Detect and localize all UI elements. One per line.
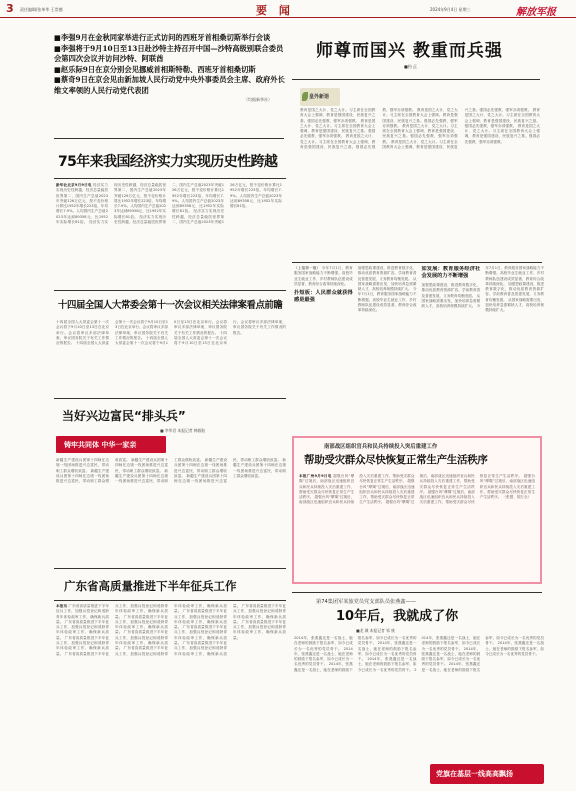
article-text: 超强台风“摩羯”过境后，南部战区迅速组织官兵和民兵持续投入灾后重建工作，帮助受灾群众尽快恢复正常生产生活秩序。 xyxy=(385,474,475,505)
editorial-title: 师尊而国兴 教重而兵强 xyxy=(316,41,503,61)
party-flag-banner xyxy=(430,764,544,784)
page-editors: 责任编辑/张革华 王崇德 xyxy=(20,7,63,12)
article-text: 经济实力实现历史性跨越，经济总量稳居世界第二，国内生产总值2023年突破126万亿元，按不变价格计算比1952年增长223倍，年均增长7.9%。人均国内生产总值2023年达到89358元，比1952年实际增长81倍。 xyxy=(89,183,166,225)
article-text: 从国家战略需要出发，加快培养急需紧缺人才，高校培养规模持续扩大。 xyxy=(421,293,481,309)
cadets-kicker: 第74集团军某旅党员党支部队员张燕鑫—— xyxy=(316,599,416,605)
frontier-body xyxy=(56,458,286,558)
brief-source: （均据新华社） xyxy=(244,97,272,102)
article-text: 新疆生产建设兵团第十四师在边境一线团场推进兴边富民，带动职工群众增收致富。 xyxy=(174,458,282,484)
article-text: 超强台风“摩羯”过境后，南部战区迅速组织官兵和民兵持续投入灾后重建工作，帮助受灾群众尽快恢复正常生产生活秩序。 xyxy=(359,479,415,505)
subhead-education: 如发展：教育服务经济社会发展的力不断增强 xyxy=(421,266,481,279)
divider xyxy=(54,290,286,291)
cadets-byline: ■龙 城 本报记者 邹 康 xyxy=(356,628,395,633)
editorial-text: 教育是国之大计、党之大计。习主席在全国教育大会上强调，教育是强国建设、民族复兴之基。强国必先强教，强军亦须强教。 xyxy=(464,123,540,144)
article-lead: 新华社北京9月9日电 xyxy=(56,183,92,187)
page-header xyxy=(0,0,576,18)
section-title: 要 闻 xyxy=(256,4,294,17)
editorial-body xyxy=(300,108,540,258)
article-text: 广东省高质量推进下半年征兵工作，加强兵役登记和适龄青年体检政审工作，确保新兵质量。 xyxy=(174,609,227,630)
southern-theater-body xyxy=(299,474,535,578)
editorial-banner xyxy=(292,28,540,80)
article-text: 广东省高质量推进下半年征兵工作，加强兵役登记和适龄青年体检政审工作，确保新兵质量。 xyxy=(56,635,109,656)
article-lead: 本报广州9月9日电 xyxy=(299,474,332,478)
article-text: 加强思政课建设，推进教育数字化，推动优质教育资源扩容，学前教育普及普惠发展，义务教育均衡发展。 xyxy=(485,281,544,302)
brief-item: ■李强9月在金秋同家举进行正式访问的西班牙首相桑切斯举行会谈 xyxy=(54,33,271,42)
continued-article xyxy=(294,266,544,426)
headline-75-years: 75年来我国经济实力实现历史性跨越 xyxy=(58,154,278,170)
divider xyxy=(54,600,286,601)
editorial-text: 教育是国之大计、党之大计。习主席在全国教育大会上强调，教育是强国建设、民族复兴之基。强国必先强教，强军亦须强教。 xyxy=(300,118,376,139)
article-text: 加强思政课建设，推进教育数字化，推动优质教育资源扩容，学前教育普及普惠发展，义务教育均衡发展。 xyxy=(357,266,417,281)
editorial-byline: ■钧 正 xyxy=(404,64,418,69)
southern-theater-kicker: 南部战区组织官兵和民兵持续投入突后重建工作 xyxy=(324,444,438,450)
article-text: 2014年，张燕鑫还是一名战士，她在老师的鼓励下报名参军，如今已成长为一名优秀的党员骨干。 xyxy=(357,657,417,672)
article-text: 加强思政课建设，推进教育数字化，推动优质教育资源扩容，学前教育普及普惠发展，义务教育均衡发展。 xyxy=(421,283,481,298)
southern-theater-title: 帮助受灾群众尽快恢复正常生产生活秩序 xyxy=(304,454,488,466)
page-date: 2024年9月4日 星期三 xyxy=(430,7,471,12)
article-text: 广东省高质量推进下半年征兵工作，加强兵役登记和适龄青年体检政审工作，确保新兵质量。 xyxy=(64,604,168,656)
article-text: 新疆生产建设兵团第十四师在边境一线团场推进兴边富民，带动职工群众增收致富。 xyxy=(115,458,168,473)
article-text: 今年7月1日，教育服务国家战略能力不断增强。高校毕业生就业工作、乡村教师队伍建设成效显著，教育综合改革持续深化。 xyxy=(357,287,417,313)
page-number: 3 xyxy=(6,2,14,15)
article-lead: 本报讯 xyxy=(56,604,68,608)
editorial-text: 教育是国之大计、党之大计。习主席在全国教育大会上强调，教育是强国建设、民族复兴之基。强国必先强教，强军亦须强教。 xyxy=(464,108,540,128)
article-text: 新疆生产建设兵团第十四师在边境一线团场推进兴边富民，带动职工群众增收致富。 xyxy=(56,458,109,473)
divider xyxy=(292,592,542,593)
article-text: 新疆生产建设兵团第十四师在边境一线团场推进兴边富民，带动职工群众增收致富。 xyxy=(174,458,227,478)
cadets-body xyxy=(294,636,544,762)
article-text: 2014年，张燕鑫还是一名战士，她在老师的鼓励下报名参军，如今已成长为一名优秀的党员骨干。 xyxy=(357,641,417,662)
article-text: 广东省高质量推进下半年征兵工作，加强兵役登记和适龄青年体检政审工作，确保新兵质量。 xyxy=(115,614,168,635)
editorial-tag xyxy=(300,88,340,106)
article-text: 2014年，张燕鑫还是一名战士，她在老师的鼓励下报名参军，如今已成长为一名优秀的党员骨干。 xyxy=(414,636,481,672)
article-text: 经济实力实现历史性跨越，经济总量稳居世界第二，国内生产总值2023年突破126万亿元，按不变价格计算比1952年增长223倍，年均增长7.9%。人均国内生产总值2023年达到89358元，比1952年实际增长81倍。 xyxy=(172,183,282,225)
party-flag-label: 党旗在基层一线高高飘扬 xyxy=(436,770,513,778)
article-byline: （张慧、胡万全） xyxy=(502,495,532,500)
article-text: 新疆生产建设兵团第十四师在边境一线团场推进兴边富民，带动职工群众增收致富。 xyxy=(56,458,130,484)
headline-cadets: 10年后，我就成了你 xyxy=(336,609,459,624)
editorial-text: 教育是国之大计、党之大计。习主席在全国教育大会上强调，教育是强国建设、民族复兴之基。强国必先强教，强军亦须强教。 xyxy=(382,108,458,128)
article-text: 十四届全国人大常委会第十一次会议将于9月10日至13日在北京举行。会议将审议多部法律草案，审议国务院关于有关工作情况的报告。 xyxy=(56,320,109,346)
article-text: 2014年，张燕鑫还是一名战士，她在老师的鼓励下报名参军，如今已成长为一名优秀的党员骨干。 xyxy=(421,636,544,672)
brief-item: ■蔡奇9日在京会见由新加坡人民行动党中央外事委员会主席、政府外长维文率领的人民行动党代表团 xyxy=(54,75,285,95)
editorial-text: 教育是国之大计、党之大计。习主席在全国教育大会上强调，教育是强国建设、民族复兴之基。强国必先强教，强军亦须强教。 xyxy=(300,108,416,150)
article-text: 今年7月1日，教育服务国家战略能力不断增强。高校毕业生就业工作、乡村教师队伍建设成效显著，教育综合改革持续深化。 xyxy=(294,266,353,286)
article-text: 超强台风“摩羯”过境后，南部战区迅速组织官兵和民兵持续投入灾后重建工作，帮助受灾群众尽快恢复正常生产生活秩序。 xyxy=(479,474,535,500)
article-75-body xyxy=(56,183,282,283)
headline-frontier: 当好兴边富民“排头兵” xyxy=(62,409,186,423)
article-text: 经济实力实现历史性跨越，经济总量稳居世界第二，国内生产总值2023年突破126万亿元，按不变价格计算比1952年增长223倍，年均增长7.9%。人均国内生产总值2023年达到89358元，比1952年实际增长81倍。 xyxy=(114,183,224,225)
editorial-text: 教育是国之大计、党之大计。习主席在全国教育大会上强调，教育是强国建设、民族复兴之基。强国必先强教，强军亦须强教。 xyxy=(300,108,376,123)
editorial-text: 教育是国之大计、党之大计。习主席在全国教育大会上强调，教育是强国建设、民族复兴之基。强国必先强教，强军亦须强教。 xyxy=(382,123,458,144)
article-text: 超强台风“摩羯”过境后，南部战区迅速组织官兵和民兵持续投入灾后重建工作，帮助受灾群众尽快恢复正常生产生活秩序。 xyxy=(299,474,415,505)
divider xyxy=(292,262,542,263)
article-text: 2014年，张燕鑫还是一名战士，她在老师的鼓励下报名参军，如今已成长为一名优秀的党员骨干。 xyxy=(485,641,544,656)
article-text: 新疆生产建设兵团第十四师在边境一线团场推进兴边富民，带动职工群众增收致富。 xyxy=(233,458,286,478)
article-text: 十四届全国人大常委会第十一次会议将于9月10日至13日在北京举行。会议将审议多部法律草案，审议国务院关于有关工作情况的报告。 xyxy=(174,320,286,346)
subhead-shortboard: 扑短板：人民群众就获得感是最强 xyxy=(294,290,353,304)
article-text: 超强台风“摩羯”过境后，南部战区迅速组织官兵和民兵持续投入灾后重建工作，帮助受灾群众尽快恢复正常生产生活秩序。 xyxy=(419,474,523,505)
brief-item: ■赵乐际9日在京分别会见挪威首相斯特勒、西班牙首相桑切斯 xyxy=(54,64,256,74)
article-text: 超强台风“摩羯”过境后，南部战区迅速组织官兵和民兵持续投入灾后重建工作，帮助受灾群众尽快恢复正常生产生活秩序。 xyxy=(299,474,355,500)
article-text: 新疆生产建设兵团第十四师在边境一线团场推进兴边富民，带动职工群众增收致富。 xyxy=(115,458,204,484)
article-text: 从国家战略需要出发，加快培养急需紧缺人才，高校培养规模持续扩大。 xyxy=(357,276,417,292)
article-text: 2014年，张燕鑫还是一名战士，她在老师的鼓励下报名参军，如今已成长为一名优秀的党员骨干。 xyxy=(421,646,481,667)
article-text: 从国家战略需要出发，加快培养急需紧缺人才，高校培养规模持续扩大。 xyxy=(485,297,544,313)
brief-item: ■李强将于9月10日至13日赴沙特主持召开中国—沙特高级别联合委员会第四次会议并访问沙特、阿联酋 xyxy=(54,43,284,63)
article-text: 广东省高质量推进下半年征兵工作，加强兵役登记和适龄青年体检政审工作，确保新兵质量。 xyxy=(115,604,227,656)
news-briefs xyxy=(54,33,286,129)
article-text: 广东省高质量推进下半年征兵工作，加强兵役登记和适龄青年体检政审工作，确保新兵质量。 xyxy=(56,604,109,624)
article-text: 广东省高质量推进下半年征兵工作，加强兵役登记和适龄青年体检政审工作，确保新兵质量。 xyxy=(174,625,227,646)
leaf-icon xyxy=(302,92,308,101)
recruit-body xyxy=(56,604,286,784)
frontier-tag-label: 铸牢共同体 中华一家亲 xyxy=(64,441,137,449)
continued-note: （上接第一版） xyxy=(294,266,321,270)
article-text: 十四届全国人大常委会第十一次会议将于9月10日至13日在北京举行。会议将审议多部法律草案，审议国务院关于有关工作情况的报告。 xyxy=(75,320,168,346)
divider xyxy=(54,178,286,179)
editorial-tag-label: 皇外新语 xyxy=(309,94,330,100)
divider xyxy=(54,138,284,139)
article-text: 今年7月1日，教育服务国家战略能力不断增强。高校毕业生就业工作、乡村教师队伍建设成效显著，教育综合改革持续深化。 xyxy=(476,266,544,309)
article-text: 经济实力实现历史性跨越，经济总量稳居世界第二，国内生产总值2023年突破126万亿元，按不变价格计算比1952年增长223倍，年均增长7.9%。人均国内生产总值2023年达到89358元，比1952年实际增长81倍。 xyxy=(56,183,108,225)
article-text: 十四届全国人大常委会第十一次会议将于9月10日至13日在北京举行。会议将审议多部法律草案，审议国务院关于有关工作情况的报告。 xyxy=(115,320,227,346)
article-text: 广东省高质量推进下半年征兵工作，加强兵役登记和适龄青年体检政审工作，确保新兵质量。 xyxy=(233,604,286,624)
article-text: 2014年，张燕鑫还是一名战士，她在老师的鼓励下报名参军，如今已成长为一名优秀的党员骨干。 xyxy=(294,636,417,672)
divider xyxy=(54,568,286,569)
article-text: 2014年，张燕鑫还是一名战士，她在老师的鼓励下报名参军，如今已成长为一名优秀的党员骨干。 xyxy=(294,646,353,667)
frontier-byline: ■ 李华君 本报记者 韩毅航 xyxy=(160,428,206,433)
npc-body xyxy=(56,320,286,392)
divider xyxy=(54,398,286,399)
article-text: 广东省高质量推进下半年征兵工作，加强兵役登记和适龄青年体检政审工作，确保新兵质量。 xyxy=(233,619,286,640)
headline-npc: 十四届全国人大常委会第十一次会议相关法律案看点前瞻 xyxy=(58,300,283,311)
article-text: 广东省高质量推进下半年征兵工作，加强兵役登记和适龄青年体检政审工作，确保新兵质量。 xyxy=(174,604,241,656)
headline-recruit: 广东省高质量推进下半年征兵工作 xyxy=(64,579,237,593)
article-text: 广东省高质量推进下半年征兵工作，加强兵役登记和适龄青年体检政审工作，确保新兵质量。 xyxy=(56,619,109,640)
article-text: 广东省高质量推进下半年征兵工作，加强兵役登记和适龄青年体检政审工作，确保新兵质量。 xyxy=(115,630,168,651)
editorial-text: 教育是国之大计、党之大计。习主席在全国教育大会上强调，教育是强国建设、民族复兴之基。强国必先强教，强军亦须强教。 xyxy=(382,108,532,150)
southern-theater-box xyxy=(292,436,542,584)
newspaper-logo: 解放军报 xyxy=(516,7,556,18)
article-text: 2014年，张燕鑫还是一名战士，她在老师的鼓励下报名参军，如今已成长为一名优秀的党员骨干。 xyxy=(294,636,353,651)
frontier-tag xyxy=(56,436,166,453)
